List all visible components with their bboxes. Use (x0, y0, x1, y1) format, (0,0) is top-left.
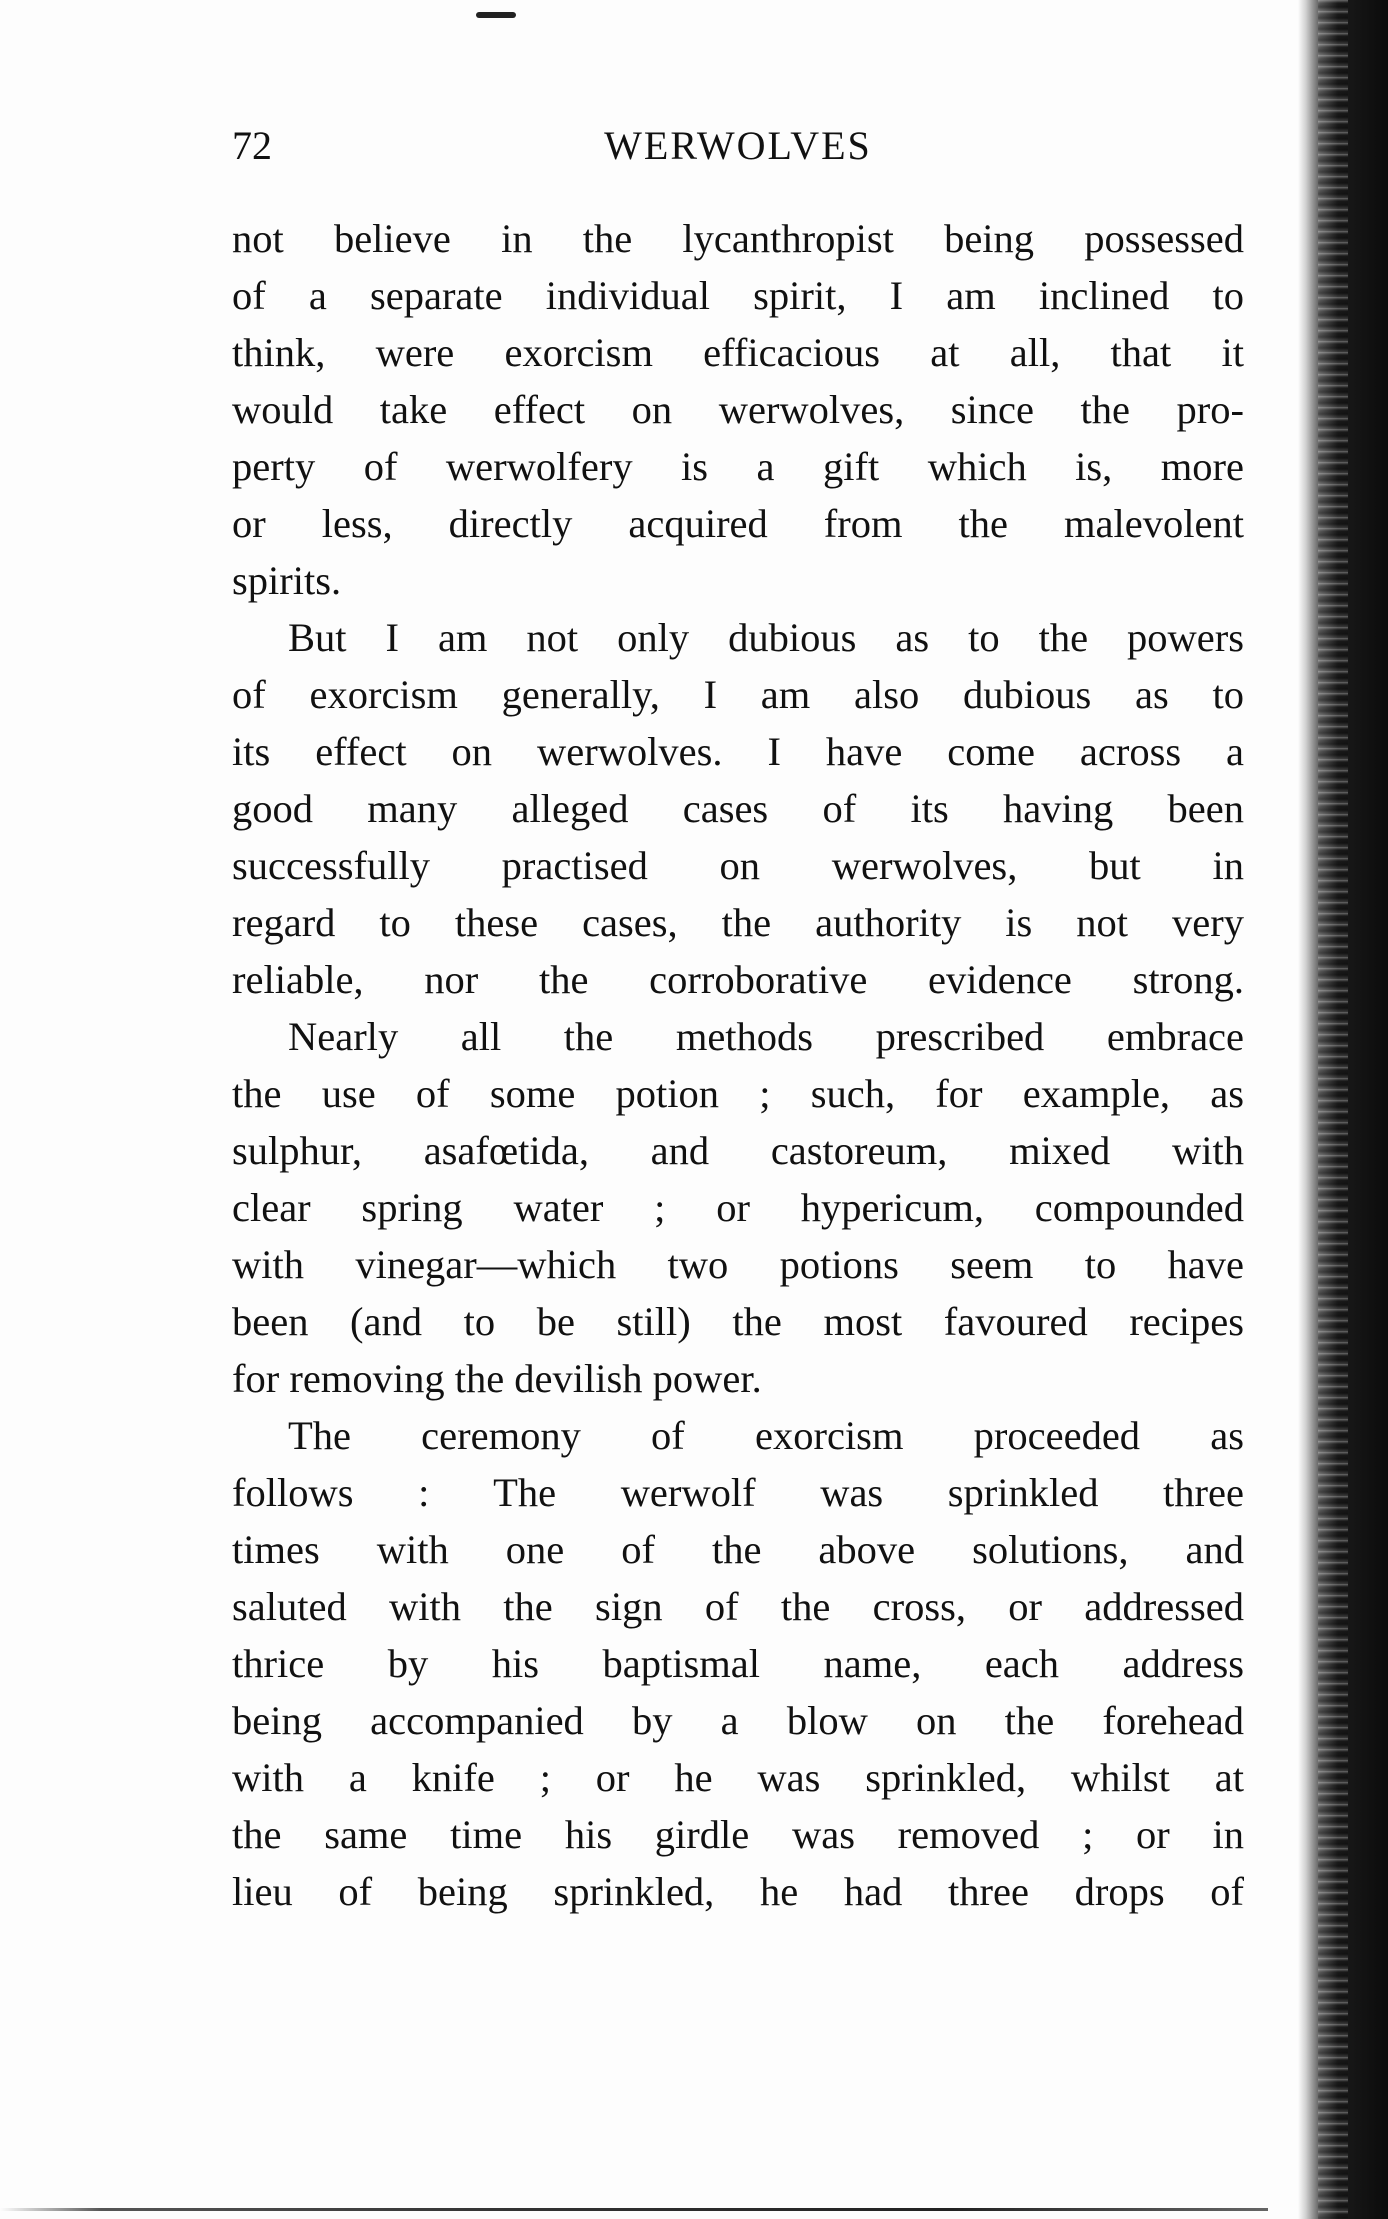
running-head: WERWOLVES (604, 123, 872, 168)
text-line: Nearly all the methods prescribed embrace (288, 1014, 1244, 1059)
text-line: being accompanied by a blow on the forehead (232, 1698, 1244, 1743)
paragraph-2 (232, 609, 1244, 1008)
text-line: But I am not only dubious as to the powers (288, 615, 1244, 660)
text-line: not believe in the lycanthropist being possessed (232, 216, 1244, 261)
text-line: clear spring water ; or hypericum, compounded (232, 1185, 1244, 1230)
text-line: perty of werwolfery is a gift which is, more (232, 444, 1244, 489)
text-line: or less, directly acquired from the malevolent (232, 501, 1244, 546)
text-line: regard to these cases, the authority is not very (232, 900, 1244, 945)
text-line: with a knife ; or he was sprinkled, whilst at (232, 1755, 1244, 1800)
text-line: sulphur, asafœtida, and castoreum, mixed with (232, 1128, 1244, 1173)
text-line: thrice by his baptismal name, each address (232, 1641, 1244, 1686)
text-line: the same time his girdle was removed ; or in (232, 1812, 1244, 1857)
text-line: with vinegar—which two potions seem to have (232, 1242, 1244, 1287)
text-line: been (and to be still) the most favoured recipes (232, 1299, 1244, 1344)
text-line: times with one of the above solutions, and (232, 1527, 1244, 1572)
scan-mark (476, 12, 516, 18)
text-line: of a separate individual spirit, I am inclined to (232, 273, 1244, 318)
page-number: 72 (232, 123, 272, 168)
text-line: the use of some potion ; such, for example, as (232, 1071, 1244, 1116)
paragraph-1 (232, 210, 1244, 609)
text-line: The ceremony of exorcism proceeded as (288, 1413, 1244, 1458)
scanned-edge-texture (1318, 0, 1348, 2219)
text-line: think, were exorcism efficacious at all, that it (232, 330, 1244, 375)
body-text (232, 210, 1244, 1920)
page-bottom-edge (0, 2208, 1268, 2211)
paragraph-4 (232, 1407, 1244, 1920)
text-line: successfully practised on werwolves, but in (232, 843, 1244, 888)
text-line: spirits. (232, 558, 342, 603)
text-line: its effect on werwolves. I have come across a (232, 729, 1244, 774)
text-line: good many alleged cases of its having been (232, 786, 1244, 831)
text-line: reliable, nor the corroborative evidence strong. (232, 957, 1244, 1002)
text-line: saluted with the sign of the cross, or addressed (232, 1584, 1244, 1629)
text-line: lieu of being sprinkled, he had three drops of (232, 1869, 1244, 1914)
page-header (232, 116, 1244, 176)
text-line: for removing the devilish power. (232, 1356, 762, 1401)
paragraph-3 (232, 1008, 1244, 1407)
text-line: of exorcism generally, I am also dubious as to (232, 672, 1244, 717)
text-line: would take effect on werwolves, since the pro- (232, 387, 1244, 432)
text-line: follows : The werwolf was sprinkled three (232, 1470, 1244, 1515)
